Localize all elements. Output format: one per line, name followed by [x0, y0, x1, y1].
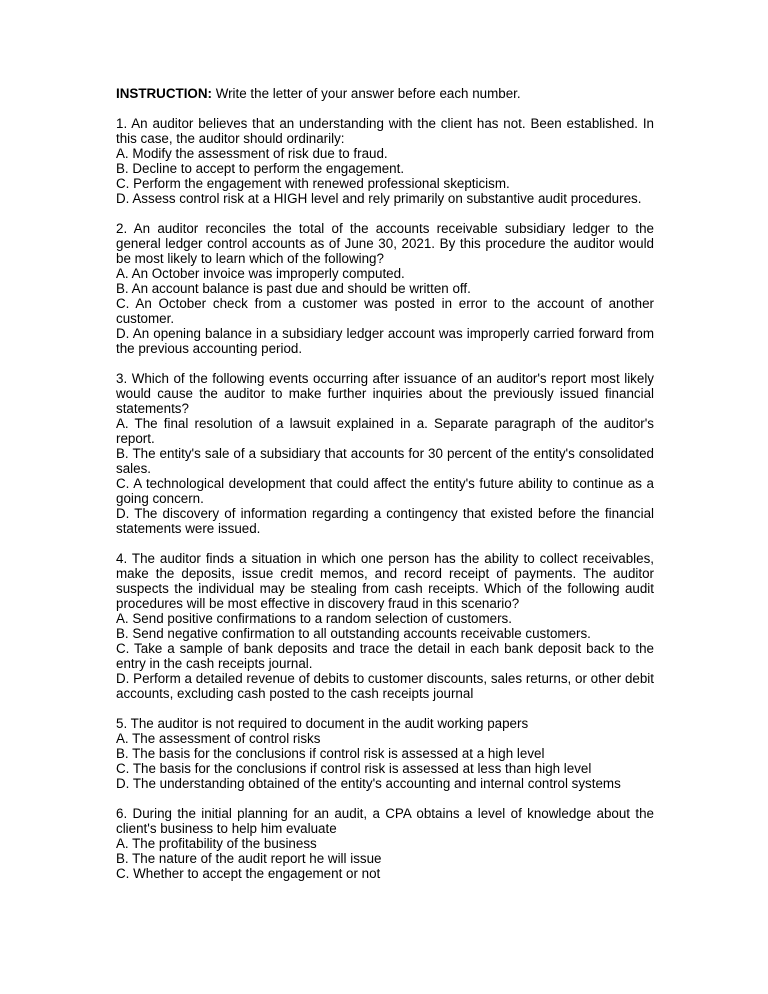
question-list	[116, 116, 654, 881]
question-6	[116, 806, 654, 881]
answer-option-c: C. An October check from a customer was posted in error to the account of another customer.	[116, 296, 654, 326]
answer-option-a: A. Send positive confirmations to a random selection of customers.	[116, 611, 512, 626]
answer-option-b: B. The entity's sale of a subsidiary that accounts for 30 percent of the entity's consolidated sales.	[116, 446, 654, 476]
question-2	[116, 221, 654, 356]
answer-option-c: C. Take a sample of bank deposits and trace the detail in each bank deposit back to the entry in the cash receipts journal.	[116, 641, 654, 671]
answer-option-a: A. An October invoice was improperly computed.	[116, 266, 405, 281]
question-stem: 4. The auditor finds a situation in which one person has the ability to collect receivables, make the deposits, issue credit memos, and record receipt of payments. The auditor suspects the individual may be stealing from cash receipts. Which of the following audit procedures will be most effective in discovery fraud in this scenario?	[116, 551, 654, 611]
answer-option-d: D. The discovery of information regarding a contingency that existed before the financial statements were issued.	[116, 506, 654, 536]
question-stem: 6. During the initial planning for an audit, a CPA obtains a level of knowledge about the client's business to help him evaluate	[116, 806, 654, 836]
question-stem: 1. An auditor believes that an understanding with the client has not. Been established. In this case, the auditor should ordinarily:	[116, 116, 654, 146]
answer-option-b: B. Decline to accept to perform the engagement.	[116, 161, 405, 176]
answer-option-d: D. Perform a detailed revenue of debits to customer discounts, sales returns, or other debit accounts, excluding cash posted to the cash receipts journal	[116, 671, 654, 701]
document-page	[116, 86, 654, 896]
answer-option-d: D. Assess control risk at a HIGH level and rely primarily on substantive audit procedures.	[116, 191, 642, 206]
answer-option-b: B. The nature of the audit report he will issue	[116, 851, 382, 866]
answer-option-c: C. A technological development that could affect the entity's future ability to continue as a going concern.	[116, 476, 654, 506]
answer-option-b: B. The basis for the conclusions if control risk is assessed at a high level	[116, 746, 545, 761]
answer-option-a: A. The profitability of the business	[116, 836, 317, 851]
answer-option-d: D. An opening balance in a subsidiary ledger account was improperly carried forward from the previous accounting period.	[116, 326, 654, 356]
answer-option-a: A. The assessment of control risks	[116, 731, 321, 746]
answer-option-c: C. Whether to accept the engagement or not	[116, 866, 381, 881]
answer-option-d: D. The understanding obtained of the entity's accounting and internal control systems	[116, 776, 621, 791]
question-stem: 3. Which of the following events occurring after issuance of an auditor's report most likely would cause the auditor to make further inquiries about the previously issued financial statements?	[116, 371, 654, 416]
answer-option-c: C. Perform the engagement with renewed professional skepticism.	[116, 176, 510, 191]
answer-option-c: C. The basis for the conclusions if control risk is assessed at less than high level	[116, 761, 592, 776]
question-stem: 5. The auditor is not required to document in the audit working papers	[116, 716, 529, 731]
instruction-label: INSTRUCTION:	[116, 86, 212, 101]
answer-option-a: A. The final resolution of a lawsuit explained in a. Separate paragraph of the auditor's report.	[116, 416, 654, 446]
answer-option-b: B. Send negative confirmation to all outstanding accounts receivable customers.	[116, 626, 591, 641]
question-4	[116, 551, 654, 701]
instruction	[116, 86, 654, 101]
question-stem: 2. An auditor reconciles the total of the accounts receivable subsidiary ledger to the general ledger control accounts as of June 30, 2021. By this procedure the auditor would be most likely to learn which of the following?	[116, 221, 654, 266]
instruction-text: Write the letter of your answer before each number.	[211, 86, 521, 101]
question-1	[116, 116, 654, 206]
answer-option-a: A. Modify the assessment of risk due to fraud.	[116, 146, 388, 161]
question-5	[116, 716, 654, 791]
answer-option-b: B. An account balance is past due and should be written off.	[116, 281, 471, 296]
question-3	[116, 371, 654, 536]
